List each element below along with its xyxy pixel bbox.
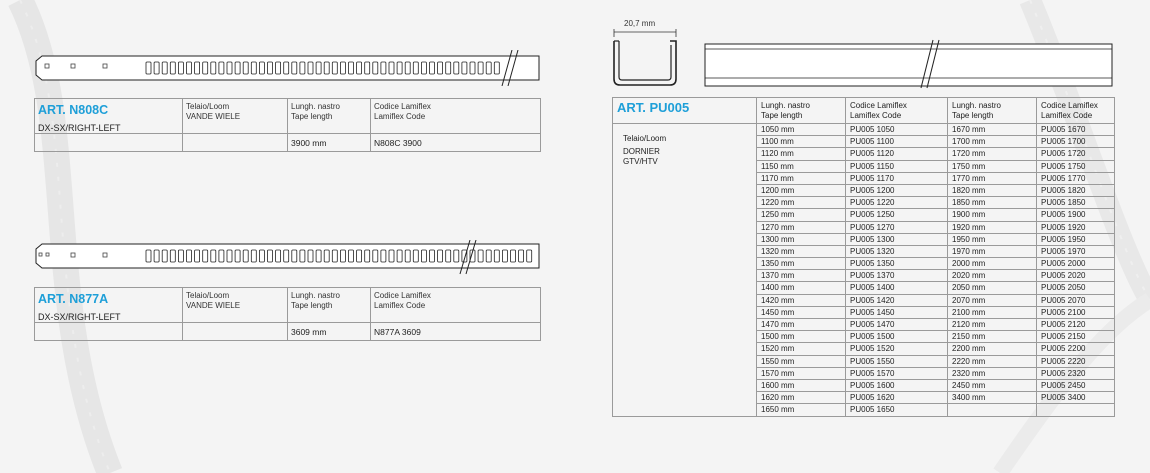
length-value: 1400 mm	[757, 282, 846, 294]
length-header-it: Lungh. nastro	[291, 102, 340, 111]
table-pu005	[612, 97, 1115, 417]
tape-slot	[454, 250, 459, 262]
tape-slot	[211, 250, 216, 262]
length-value: 1450 mm	[757, 306, 846, 318]
loom-header: Telaio/Loom	[186, 102, 230, 111]
length-value: 2020 mm	[948, 270, 1037, 282]
code-value: PU005 1220	[846, 197, 948, 209]
code-value: PU005 3400	[1037, 392, 1115, 404]
code-value: PU005 2200	[1037, 343, 1115, 355]
length-value: 1900 mm	[948, 209, 1037, 221]
tape-slot	[243, 250, 248, 262]
length-value: 1420 mm	[757, 294, 846, 306]
tape-slot	[276, 250, 281, 262]
code-header-cell	[371, 99, 541, 134]
length-value: 1250 mm	[757, 209, 846, 221]
tape-slot	[365, 62, 370, 74]
tape-slot	[373, 250, 378, 262]
code-header-en: Lamiflex Code	[1041, 111, 1093, 120]
length-header-cell	[288, 99, 371, 134]
length-header-it: Lungh. nastro	[291, 291, 340, 300]
code-value: PU005 1270	[846, 221, 948, 233]
tape-slot	[162, 62, 167, 74]
tape-slot	[405, 250, 410, 262]
tape-slot	[211, 62, 216, 74]
length-value: 1500 mm	[757, 331, 846, 343]
tape-slot	[349, 62, 354, 74]
tape-drawing-n877a	[34, 240, 544, 276]
tape-slot	[235, 250, 240, 262]
tape-slot	[502, 250, 507, 262]
tape-slot	[494, 250, 499, 262]
code-value: PU005 1620	[846, 392, 948, 404]
code-value: PU005 1920	[1037, 221, 1115, 233]
tape-slot	[284, 250, 289, 262]
tape-slot	[219, 250, 224, 262]
tape-slot	[170, 250, 175, 262]
tape-slot	[381, 62, 386, 74]
code-value: PU005 2450	[1037, 379, 1115, 391]
length-value: 1050 mm	[757, 124, 846, 136]
length-value: 1550 mm	[757, 355, 846, 367]
code-value: PU005 1900	[1037, 209, 1115, 221]
code-value: PU005 1670	[1037, 124, 1115, 136]
tape-slot	[308, 250, 313, 262]
tape-slot	[195, 250, 200, 262]
tape-slot	[446, 250, 451, 262]
tape-drawing-pu005	[703, 38, 1115, 90]
tape-slot	[413, 250, 418, 262]
code-header-it: Codice Lamiflex	[374, 102, 431, 111]
tape-slot	[340, 62, 345, 74]
length-header-it: Lungh. nastro	[952, 101, 1001, 110]
loom-header: Telaio/Loom	[623, 134, 667, 143]
tape-slot	[284, 62, 289, 74]
tape-slot	[365, 250, 370, 262]
code-value: PU005 1100	[846, 136, 948, 148]
code-value: PU005 1970	[1037, 245, 1115, 257]
tape-slot	[519, 250, 524, 262]
tape-slot	[203, 62, 208, 74]
code-value: PU005 1650	[846, 404, 948, 416]
length-value: 1600 mm	[757, 379, 846, 391]
tape-slot	[300, 62, 305, 74]
code-value: PU005 1250	[846, 209, 948, 221]
code-value: PU005 1370	[846, 270, 948, 282]
code-value: PU005 1400	[846, 282, 948, 294]
tape-slot	[259, 250, 264, 262]
tape-slot	[227, 250, 232, 262]
tape-slot	[292, 250, 297, 262]
tape-slot	[235, 62, 240, 74]
length-value: 2100 mm	[948, 306, 1037, 318]
side-label: DX-SX/RIGHT-LEFT	[38, 312, 121, 322]
length-value: 2070 mm	[948, 294, 1037, 306]
length-value: 3400 mm	[948, 392, 1037, 404]
length-header-en: Tape length	[952, 111, 994, 120]
tape-slot	[357, 62, 362, 74]
code-value: PU005 2020	[1037, 270, 1115, 282]
code-header-it: Codice Lamiflex	[850, 101, 907, 110]
length-value: 1720 mm	[948, 148, 1037, 160]
tape-slot	[470, 62, 475, 74]
tape-slot	[146, 62, 151, 74]
length-value: 1300 mm	[757, 233, 846, 245]
tape-slot	[397, 250, 402, 262]
tape-slot	[373, 62, 378, 74]
length-header-en: Tape length	[761, 111, 803, 120]
length-value: 1350 mm	[757, 258, 846, 270]
code-value: PU005 2050	[1037, 282, 1115, 294]
tape-slot	[154, 62, 159, 74]
length-value: 2050 mm	[948, 282, 1037, 294]
tape-slot	[162, 250, 167, 262]
tape-slot	[251, 250, 256, 262]
code-value: PU005 2070	[1037, 294, 1115, 306]
table-row	[613, 124, 1115, 136]
code-value: N808C 3900	[371, 134, 541, 152]
tape-slot	[268, 62, 273, 74]
article-title: ART. N877A	[38, 292, 109, 306]
length-value: 1620 mm	[757, 392, 846, 404]
tape-slot	[154, 250, 159, 262]
article-title: ART. PU005	[617, 100, 690, 115]
tape-slot	[316, 250, 321, 262]
art-title-cell	[613, 98, 757, 124]
length-value: 1150 mm	[757, 160, 846, 172]
tape-slot	[195, 62, 200, 74]
loom-value: VANDE WIELE	[186, 301, 241, 310]
code-header-cell-1	[846, 98, 948, 124]
code-header-en: Lamiflex Code	[850, 111, 902, 120]
length-value: 1470 mm	[757, 319, 846, 331]
tape-slot	[324, 250, 329, 262]
profile-cross-section	[608, 27, 688, 89]
code-header-en: Lamiflex Code	[374, 301, 426, 310]
tape-slot	[187, 250, 192, 262]
length-value: 1170 mm	[757, 172, 846, 184]
tape-slot	[486, 62, 491, 74]
code-value: N877A 3609	[371, 323, 541, 341]
tape-slot	[430, 250, 435, 262]
profile-dimension-label: 20,7 mm	[624, 19, 656, 28]
length-value: 1120 mm	[757, 148, 846, 160]
tape-slot	[178, 250, 183, 262]
code-value: PU005 1600	[846, 379, 948, 391]
code-value: PU005 1850	[1037, 197, 1115, 209]
tape-slot	[454, 62, 459, 74]
tape-slot	[170, 62, 175, 74]
code-value: PU005 1750	[1037, 160, 1115, 172]
length-value: 3609 mm	[288, 323, 371, 341]
tape-slot	[349, 250, 354, 262]
length-header-cell-2	[948, 98, 1037, 124]
tape-slot	[268, 250, 273, 262]
code-value: PU005 2220	[1037, 355, 1115, 367]
length-value: 3900 mm	[288, 134, 371, 152]
tape-slot	[292, 62, 297, 74]
code-value: PU005 1470	[846, 319, 948, 331]
code-value: PU005 1170	[846, 172, 948, 184]
loom-header-cell	[183, 288, 288, 323]
code-value: PU005 1350	[846, 258, 948, 270]
tape-slot	[389, 62, 394, 74]
length-value: 1570 mm	[757, 367, 846, 379]
code-value: PU005 1150	[846, 160, 948, 172]
length-value: 1820 mm	[948, 184, 1037, 196]
code-value: PU005 1120	[846, 148, 948, 160]
length-value	[948, 404, 1037, 416]
length-value: 1750 mm	[948, 160, 1037, 172]
length-value: 1270 mm	[757, 221, 846, 233]
tape-slot	[316, 62, 321, 74]
tape-slot	[308, 62, 313, 74]
loom-cell	[613, 124, 757, 417]
code-value: PU005 1050	[846, 124, 948, 136]
tape-slot	[486, 250, 491, 262]
tape-slot	[478, 62, 483, 74]
tape-slot	[178, 62, 183, 74]
code-value: PU005 1700	[1037, 136, 1115, 148]
tape-slot	[438, 250, 443, 262]
tape-slot	[527, 250, 532, 262]
tape-slot	[421, 250, 426, 262]
length-header-it: Lungh. nastro	[761, 101, 810, 110]
tape-slot	[421, 62, 426, 74]
tape-slot	[405, 62, 410, 74]
tape-slot	[478, 250, 483, 262]
loom-value: GTV/HTV	[623, 157, 658, 166]
length-value: 1200 mm	[757, 184, 846, 196]
length-value: 1850 mm	[948, 197, 1037, 209]
length-value: 1100 mm	[757, 136, 846, 148]
length-value: 2200 mm	[948, 343, 1037, 355]
tape-slot	[446, 62, 451, 74]
tape-slot	[494, 62, 499, 74]
loom-header-cell	[183, 99, 288, 134]
tape-slot	[332, 62, 337, 74]
length-value: 2320 mm	[948, 367, 1037, 379]
art-title-cell	[35, 99, 183, 134]
length-value: 1970 mm	[948, 245, 1037, 257]
code-header-cell	[371, 288, 541, 323]
tape-slot	[332, 250, 337, 262]
code-value: PU005 1520	[846, 343, 948, 355]
side-label: DX-SX/RIGHT-LEFT	[38, 123, 121, 133]
code-value: PU005 1720	[1037, 148, 1115, 160]
tape-slot	[187, 62, 192, 74]
length-header-en: Tape length	[291, 112, 333, 121]
tape-slot	[259, 62, 264, 74]
length-value: 1700 mm	[948, 136, 1037, 148]
code-value: PU005 1450	[846, 306, 948, 318]
table-n877a	[34, 287, 541, 341]
tape-slot	[340, 250, 345, 262]
tape-slot	[219, 62, 224, 74]
length-header-cell-1	[757, 98, 846, 124]
loom-value: VANDE WIELE	[186, 112, 241, 121]
tape-slot	[357, 250, 362, 262]
length-value: 1320 mm	[757, 245, 846, 257]
length-header-cell	[288, 288, 371, 323]
tape-slot	[324, 62, 329, 74]
tape-slot	[462, 62, 467, 74]
code-value: PU005 1420	[846, 294, 948, 306]
tape-slot	[203, 250, 208, 262]
tape-slot	[146, 250, 151, 262]
length-value: 1670 mm	[948, 124, 1037, 136]
code-value: PU005 1770	[1037, 172, 1115, 184]
tape-slot	[227, 62, 232, 74]
tape-drawing-n808c	[34, 50, 544, 86]
code-header-en: Lamiflex Code	[374, 112, 426, 121]
tape-slot	[276, 62, 281, 74]
code-value	[1037, 404, 1115, 416]
length-value: 2150 mm	[948, 331, 1037, 343]
length-value: 2120 mm	[948, 319, 1037, 331]
art-title-cell	[35, 288, 183, 323]
length-value: 1370 mm	[757, 270, 846, 282]
length-value: 2450 mm	[948, 379, 1037, 391]
code-value: PU005 2150	[1037, 331, 1115, 343]
code-value: PU005 1820	[1037, 184, 1115, 196]
length-value: 1520 mm	[757, 343, 846, 355]
table-n808c	[34, 98, 541, 152]
tape-slot	[381, 250, 386, 262]
code-header-it: Codice Lamiflex	[1041, 101, 1098, 110]
tape-slot	[397, 62, 402, 74]
code-value: PU005 1200	[846, 184, 948, 196]
code-header-it: Codice Lamiflex	[374, 291, 431, 300]
code-value: PU005 2000	[1037, 258, 1115, 270]
length-value: 1920 mm	[948, 221, 1037, 233]
length-value: 1220 mm	[757, 197, 846, 209]
code-value: PU005 2100	[1037, 306, 1115, 318]
tape-slot	[389, 250, 394, 262]
tape-slot	[430, 62, 435, 74]
loom-header: Telaio/Loom	[186, 291, 230, 300]
code-value: PU005 1300	[846, 233, 948, 245]
length-value: 1650 mm	[757, 404, 846, 416]
length-value: 1770 mm	[948, 172, 1037, 184]
code-value: PU005 1500	[846, 331, 948, 343]
length-value: 2220 mm	[948, 355, 1037, 367]
article-title: ART. N808C	[38, 103, 109, 117]
code-value: PU005 1950	[1037, 233, 1115, 245]
tape-slot	[511, 250, 516, 262]
code-value: PU005 1570	[846, 367, 948, 379]
tape-slot	[243, 62, 248, 74]
code-value: PU005 2320	[1037, 367, 1115, 379]
length-value: 1950 mm	[948, 233, 1037, 245]
loom-value: DORNIER	[623, 147, 660, 156]
tape-slot	[438, 62, 443, 74]
code-value: PU005 2120	[1037, 319, 1115, 331]
tape-slot	[300, 250, 305, 262]
tape-slot	[413, 62, 418, 74]
code-value: PU005 1550	[846, 355, 948, 367]
code-header-cell-2	[1037, 98, 1115, 124]
length-value: 2000 mm	[948, 258, 1037, 270]
code-value: PU005 1320	[846, 245, 948, 257]
length-header-en: Tape length	[291, 301, 333, 310]
tape-slot	[251, 62, 256, 74]
